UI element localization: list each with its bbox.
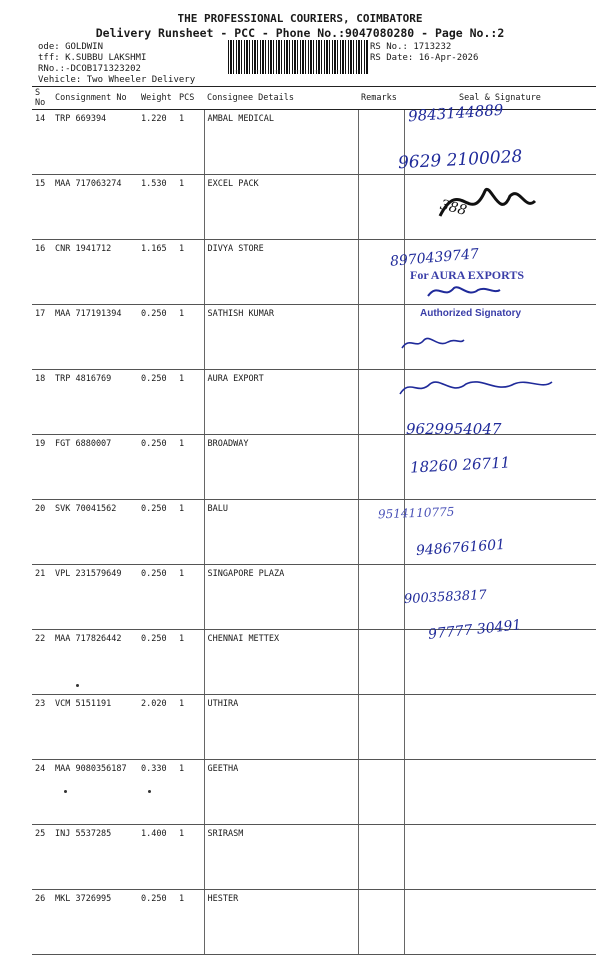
signature-row-17: 8970439747 bbox=[389, 246, 480, 270]
code-line: ode: GOLDWIN bbox=[38, 42, 104, 52]
cell-consignee: GEETHA bbox=[204, 760, 358, 825]
cell-consignee: EXCEL PACK bbox=[204, 175, 358, 240]
signature-row-15: 9629 2100028 bbox=[397, 146, 523, 174]
cell-sno: 21 bbox=[32, 565, 52, 630]
company-title: THE PROFESSIONAL COURIERS, COIMBATORE bbox=[177, 12, 423, 25]
cell-consignment-no: CNR 1941712 bbox=[52, 240, 138, 305]
signature-row-14: 9843144889 bbox=[407, 100, 504, 126]
rs-reference-line: RNo.:-DCOB171323202 bbox=[38, 64, 141, 74]
cell-consignee: DIVYA STORE bbox=[204, 240, 358, 305]
signature-row-26: 97777 30491 bbox=[427, 617, 523, 643]
signature-row-22: 18260 26711 bbox=[409, 453, 511, 477]
cell-consignment-no: VCM 5151191 bbox=[52, 695, 138, 760]
cell-remarks bbox=[358, 890, 404, 955]
cell-pcs: 1 bbox=[176, 305, 204, 370]
cell-remarks bbox=[358, 175, 404, 240]
col-sno: S No bbox=[32, 87, 52, 110]
cell-consignee: SRIRASM bbox=[204, 825, 358, 890]
cell-consignment-no: SVK 70041562 bbox=[52, 500, 138, 565]
cell-sno: 19 bbox=[32, 435, 52, 500]
stamp-aura-exports: For AURA EXPORTS bbox=[410, 268, 525, 282]
cell-signature bbox=[404, 890, 596, 955]
cell-weight: 0.250 bbox=[138, 565, 176, 630]
cell-weight: 1.165 bbox=[138, 240, 176, 305]
cell-sno: 22 bbox=[32, 630, 52, 695]
signature-row-25: 9003583817 bbox=[403, 587, 488, 608]
cell-pcs: 1 bbox=[176, 630, 204, 695]
cell-remarks bbox=[358, 565, 404, 630]
signature-scribble-19 bbox=[398, 332, 468, 354]
table-row bbox=[32, 760, 596, 825]
cell-remarks bbox=[358, 110, 404, 175]
signature-row-23: 9514110775 bbox=[377, 504, 455, 522]
table-row bbox=[32, 825, 596, 890]
col-consignment: Consignment No bbox=[52, 87, 138, 110]
vehicle-line: Vehicle: Two Wheeler Delivery bbox=[38, 75, 196, 85]
cell-weight: 0.250 bbox=[138, 630, 176, 695]
cell-consignment-no: TRP 669394 bbox=[52, 110, 138, 175]
cell-remarks bbox=[358, 240, 404, 305]
cell-consignment-no: TRP 4816769 bbox=[52, 370, 138, 435]
speck bbox=[148, 790, 151, 793]
cell-weight: 1.400 bbox=[138, 825, 176, 890]
cell-weight: 0.330 bbox=[138, 760, 176, 825]
cell-remarks bbox=[358, 435, 404, 500]
cell-sno: 17 bbox=[32, 305, 52, 370]
staff-line: tff: K.SUBBU LAKSHMI bbox=[38, 53, 147, 63]
col-remarks: Remarks bbox=[358, 87, 404, 110]
col-consignee: Consignee Details bbox=[204, 87, 358, 110]
cell-consignment-no: MKL 3726995 bbox=[52, 890, 138, 955]
cell-pcs: 1 bbox=[176, 110, 204, 175]
cell-consignee: AURA EXPORT bbox=[204, 370, 358, 435]
cell-consignment-no: FGT 6880007 bbox=[52, 435, 138, 500]
cell-remarks bbox=[358, 695, 404, 760]
cell-consignee: UTHIRA bbox=[204, 695, 358, 760]
table-row bbox=[32, 890, 596, 955]
cell-sno: 24 bbox=[32, 760, 52, 825]
col-signature: Seal & Signature bbox=[404, 87, 596, 110]
cell-sno: 18 bbox=[32, 370, 52, 435]
signature-scribble-20 bbox=[396, 376, 556, 400]
cell-pcs: 1 bbox=[176, 175, 204, 240]
cell-pcs: 1 bbox=[176, 500, 204, 565]
cell-sno: 16 bbox=[32, 240, 52, 305]
cell-pcs: 1 bbox=[176, 370, 204, 435]
cell-consignment-no: MAA 717826442 bbox=[52, 630, 138, 695]
rs-number: RS No.: 1713232 bbox=[370, 42, 452, 52]
speck bbox=[64, 790, 67, 793]
cell-pcs: 1 bbox=[176, 890, 204, 955]
cell-sno: 20 bbox=[32, 500, 52, 565]
cell-pcs: 1 bbox=[176, 760, 204, 825]
cell-consignee: SATHISH KUMAR bbox=[204, 305, 358, 370]
table-row bbox=[32, 630, 596, 695]
cell-consignee: CHENNAI METTEX bbox=[204, 630, 358, 695]
cell-consignee: HESTER bbox=[204, 890, 358, 955]
table-row bbox=[32, 695, 596, 760]
cell-consignee: SINGAPORE PLAZA bbox=[204, 565, 358, 630]
cell-signature bbox=[404, 695, 596, 760]
cell-weight: 0.250 bbox=[138, 435, 176, 500]
signature-row-16: 388 bbox=[438, 197, 469, 219]
signature-row-24: 9486761601 bbox=[415, 536, 506, 560]
cell-weight: 0.250 bbox=[138, 305, 176, 370]
cell-weight: 2.020 bbox=[138, 695, 176, 760]
cell-consignment-no: VPL 231579649 bbox=[52, 565, 138, 630]
table-row bbox=[32, 435, 596, 500]
signature-scribble-18 bbox=[424, 282, 504, 302]
stamp-authorized-signatory: Authorized Signatory bbox=[420, 308, 522, 319]
cell-pcs: 1 bbox=[176, 435, 204, 500]
cell-remarks bbox=[358, 760, 404, 825]
cell-weight: 1.530 bbox=[138, 175, 176, 240]
cell-consignment-no: MAA 717063274 bbox=[52, 175, 138, 240]
cell-consignment-no: MAA 9080356187 bbox=[52, 760, 138, 825]
table-row bbox=[32, 500, 596, 565]
cell-pcs: 1 bbox=[176, 240, 204, 305]
cell-signature bbox=[404, 825, 596, 890]
barcode bbox=[228, 40, 368, 74]
table-header-row bbox=[32, 87, 596, 110]
cell-consignment-no: MAA 717191394 bbox=[52, 305, 138, 370]
cell-sno: 23 bbox=[32, 695, 52, 760]
col-weight: Weight bbox=[138, 87, 176, 110]
cell-sno: 15 bbox=[32, 175, 52, 240]
runsheet-subtitle: Delivery Runsheet - PCC - Phone No.:9047080280 - Page No.:2 bbox=[95, 26, 505, 40]
cell-consignee: BROADWAY bbox=[204, 435, 358, 500]
speck bbox=[76, 684, 79, 687]
cell-sno: 26 bbox=[32, 890, 52, 955]
cell-sno: 14 bbox=[32, 110, 52, 175]
cell-pcs: 1 bbox=[176, 695, 204, 760]
cell-pcs: 1 bbox=[176, 565, 204, 630]
cell-weight: 0.250 bbox=[138, 890, 176, 955]
signature-scribble-16 bbox=[430, 176, 540, 226]
col-pcs: PCS bbox=[176, 87, 204, 110]
cell-consignment-no: INJ 5537285 bbox=[52, 825, 138, 890]
rs-date: RS Date: 16-Apr-2026 bbox=[370, 53, 479, 63]
cell-remarks bbox=[358, 630, 404, 695]
cell-sno: 25 bbox=[32, 825, 52, 890]
cell-pcs: 1 bbox=[176, 825, 204, 890]
cell-signature bbox=[404, 760, 596, 825]
cell-weight: 0.250 bbox=[138, 500, 176, 565]
cell-weight: 1.220 bbox=[138, 110, 176, 175]
cell-consignee: BALU bbox=[204, 500, 358, 565]
cell-consignee: AMBAL MEDICAL bbox=[204, 110, 358, 175]
signature-row-21: 9629954047 bbox=[406, 420, 502, 438]
cell-weight: 0.250 bbox=[138, 370, 176, 435]
cell-remarks bbox=[358, 825, 404, 890]
